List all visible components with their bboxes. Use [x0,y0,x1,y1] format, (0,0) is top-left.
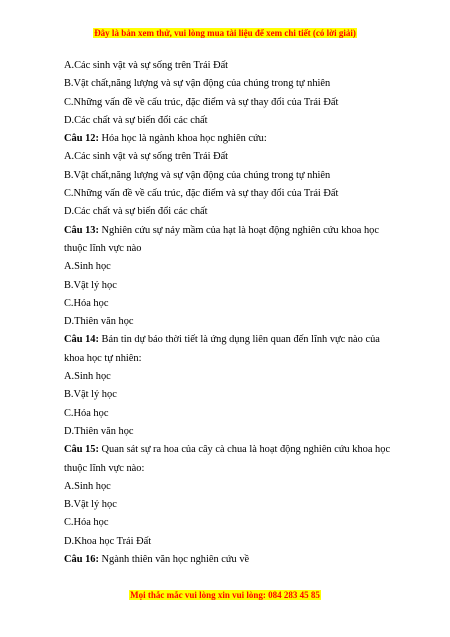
question-text: Bản tin dự báo thời tiết là ứng dụng liên quan đến lĩnh vực nào của [98,334,380,346]
text-line: A.Sinh học [64,480,111,492]
question-text: Quan sát sự ra hoa của cây cà chua là hoạt động nghiên cứu khoa học [98,444,391,456]
text-line: B.Vật chất,năng lượng và sự vận động của chúng trong tự nhiên [64,78,331,90]
text-line: A.Sinh học [64,371,111,383]
question-text: Nghiên cứu sự nảy mầm của hạt là hoạt động nghiên cứu khoa học [98,224,379,236]
question-line [64,331,410,349]
text-line: khoa học tự nhiên: [64,352,142,364]
text-line: B.Vật chất,năng lượng và sự vận động của chúng trong tự nhiên [64,169,331,181]
text-line: A.Sinh học [64,261,111,273]
question-line [64,222,410,240]
text-line: D.Các chất và sự biến đổi các chất [64,206,208,218]
question-number: Câu 15: [64,444,99,456]
text-line: D.Thiên văn học [64,316,134,328]
text-line: thuộc lĩnh vực nào [64,242,142,254]
question-line [64,441,410,459]
text-line: A.Các sinh vật và sự sống trên Trái Đất [64,151,229,163]
text-line: C.Hóa học [64,517,109,529]
contact-banner [0,589,450,601]
text-line: A.Các sinh vật và sự sống trên Trái Đất [64,60,229,71]
question-list [64,57,410,569]
question-number: Câu 16: [64,554,99,566]
question-text: Hóa học là ngành khoa học nghiên cứu: [98,133,267,145]
question-number: Câu 13: [64,224,99,236]
text-line: thuộc lĩnh vực nào: [64,462,145,474]
preview-banner-text: Đây là bản xem thử, vui lòng mua tài liệu để xem chi tiết (có lời giải) [94,28,356,38]
text-line: C.Hóa học [64,407,109,419]
question-number: Câu 14: [64,334,99,346]
text-line: B.Vật lý học [64,279,117,291]
text-line: C.Hóa học [64,297,109,309]
question-text: Ngành thiên văn học nghiên cứu về [98,554,250,566]
question-number: Câu 12: [64,133,99,145]
text-line: B.Vật lý học [64,389,117,401]
text-line: D.Các chất và sự biến đổi các chất [64,114,208,126]
text-line: D.Thiên văn học [64,425,134,437]
text-line: D.Khoa học Trái Đất [64,535,152,547]
text-line: B.Vật lý học [64,499,117,511]
question-line [64,130,410,148]
contact-banner-text: Mọi thắc mắc vui lòng xin vui lòng: 084 283 45 85 [130,590,320,600]
text-line: C.Những vấn đề về cấu trúc, đặc điểm và sự thay đổi của Trái Đất [64,188,339,200]
preview-banner [0,27,450,39]
text-line: C.Những vấn đề về cấu trúc, đặc điểm và sự thay đổi của Trái Đất [64,96,339,108]
question-line [64,551,410,569]
